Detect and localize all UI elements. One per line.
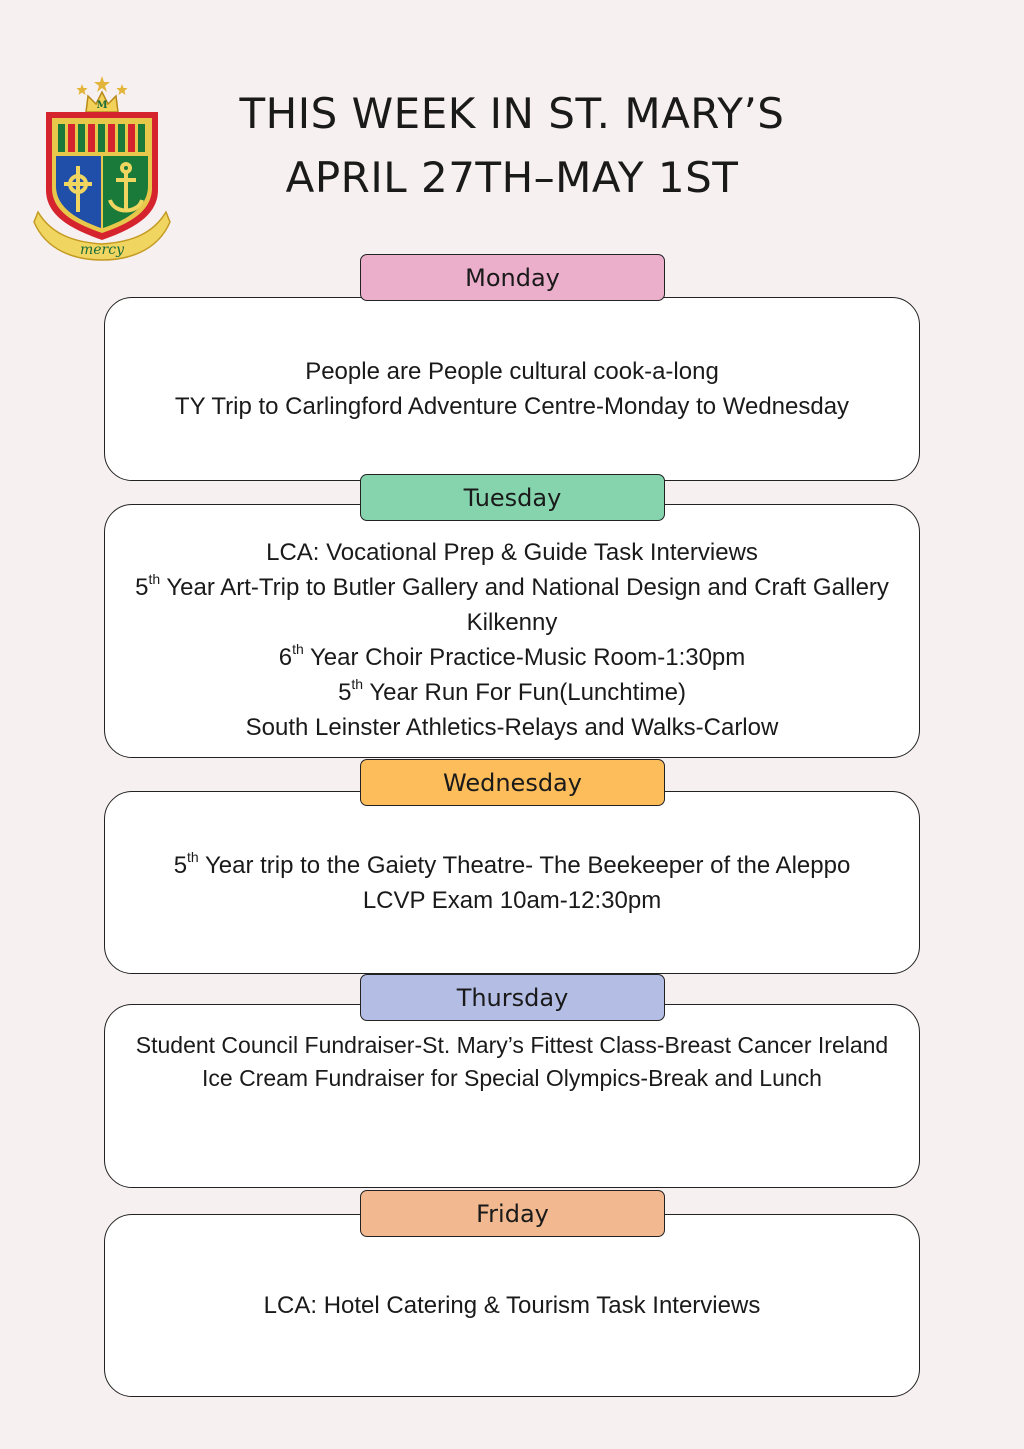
title-line-2: APRIL 27TH–MAY 1ST (285, 153, 739, 202)
title-line-1: THIS WEEK IN ST. MARY’S (239, 89, 785, 138)
day-tab-monday: Monday (360, 254, 665, 301)
event-item: LCA: Hotel Catering & Tourism Task Interviews (263, 1292, 761, 1319)
event-item: People are People cultural cook-a-long (305, 358, 719, 385)
event-item: TY Trip to Carlingford Adventure Centre-Monday to Wednesday (174, 393, 850, 420)
event-item: 5th Year Run For Fun(Lunchtime) (338, 676, 686, 706)
day-box-wednesday (104, 791, 920, 974)
school-crest-icon (30, 72, 175, 267)
svg-text:M: M (96, 100, 108, 111)
svg-text:mercy: mercy (79, 242, 125, 258)
event-item: 5th Year trip to the Gaiety Theatre- The Beekeeper of the Aleppo (173, 848, 851, 879)
event-item: LCA: Vocational Prep & Guide Task Interviews (266, 539, 758, 566)
day-box-tuesday (104, 504, 920, 758)
day-tab-wednesday: Wednesday (360, 759, 665, 806)
event-item: 5th Year Art-Trip to Butler Gallery and National Design and Craft Gallery Kilkenny (135, 571, 889, 636)
day-tab-friday: Friday (360, 1190, 665, 1237)
day-tab-tuesday: Tuesday (360, 474, 665, 521)
day-box-thursday (104, 1004, 920, 1188)
day-box-monday (104, 297, 920, 481)
event-item: LCVP Exam 10am-12:30pm (362, 886, 662, 914)
event-item: Ice Cream Fundraiser for Special Olympics-Break and Lunch (202, 1064, 822, 1091)
day-tab-thursday: Thursday (360, 974, 665, 1021)
event-item: South Leinster Athletics-Relays and Walks-Carlow (245, 714, 779, 741)
event-item: Student Council Fundraiser-St. Mary’s Fittest Class-Breast Cancer Ireland (135, 1032, 889, 1058)
day-box-friday (104, 1214, 920, 1397)
page-title (200, 82, 824, 210)
event-item: 6th Year Choir Practice-Music Room-1:30pm (278, 641, 746, 671)
